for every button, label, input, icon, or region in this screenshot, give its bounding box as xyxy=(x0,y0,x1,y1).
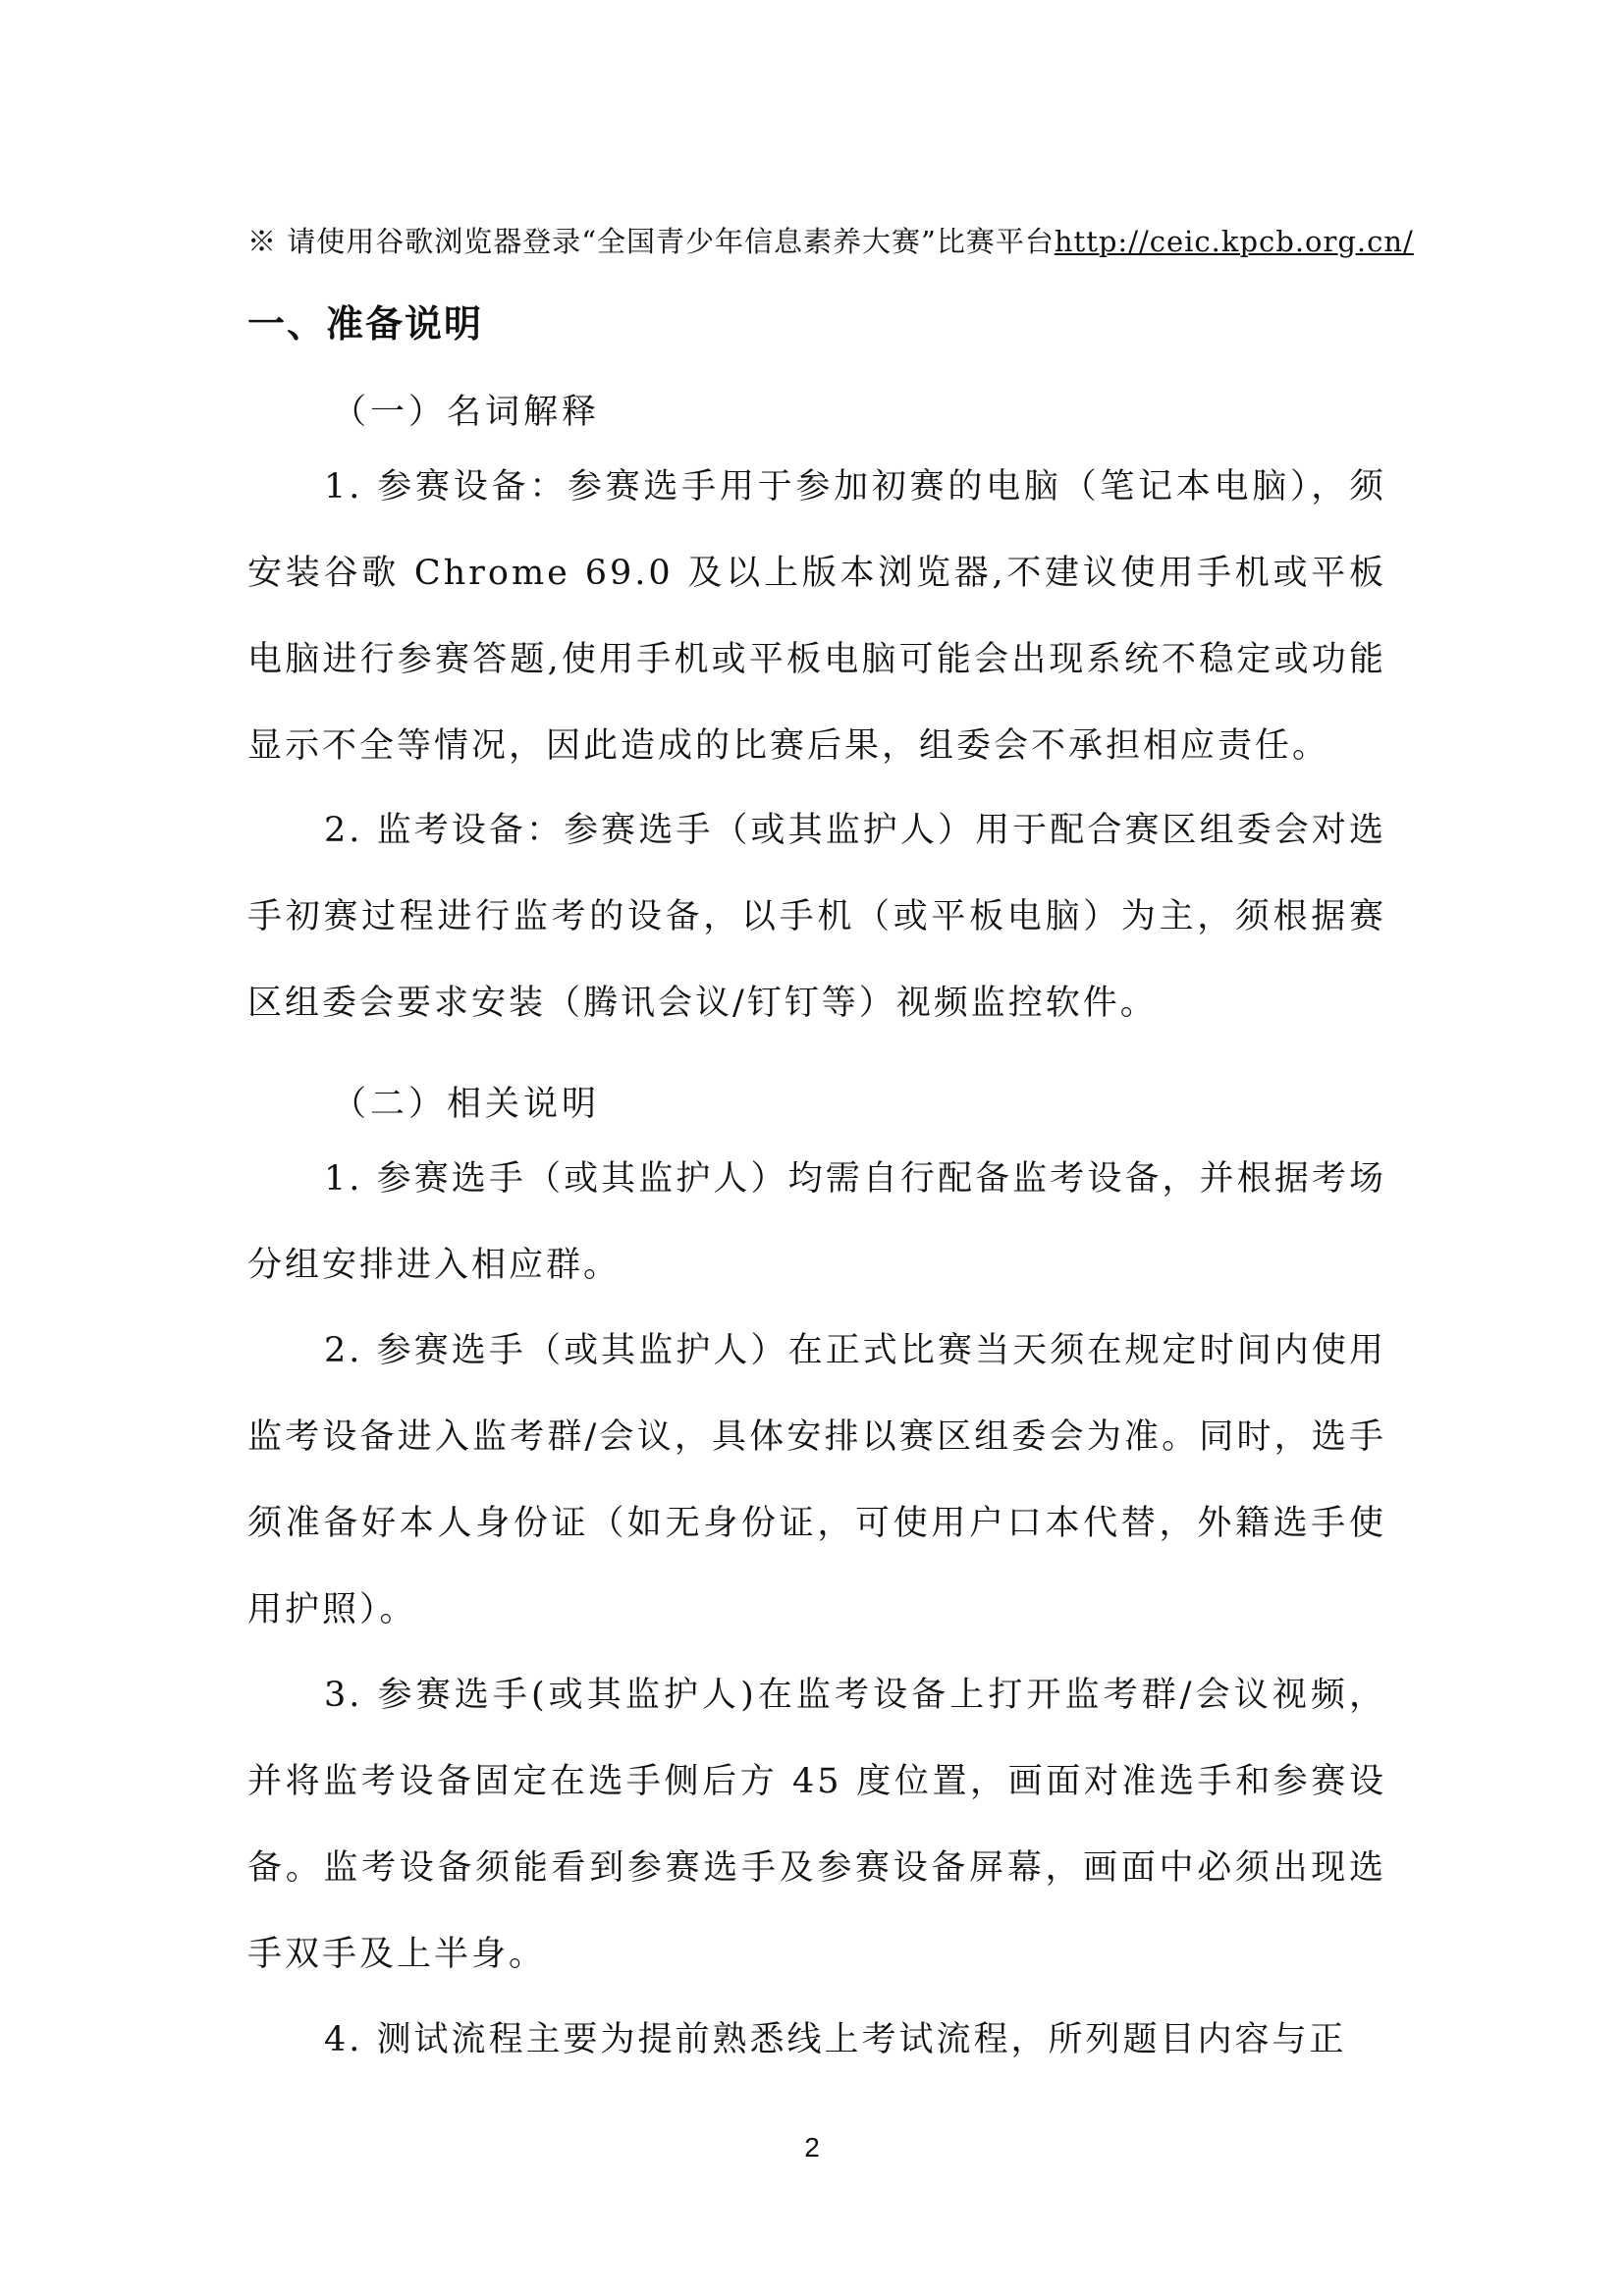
subsection-title-notes: （二）相关说明 xyxy=(332,1085,601,1124)
section-title-preparation: 一、准备说明 xyxy=(247,302,484,346)
platform-link[interactable]: http://ceic.kpcb.org.cn/ xyxy=(1054,225,1414,258)
paragraph-note-2: 2. 参赛选手（或其监护人）在正式比赛当天须在规定时间内使用监考设备进入监考群/会议，具体安排以赛区组委会为准。同时，选手须准备好本人身份证（如无身份证，可使用户口本代替，外籍选手使用护照）。 xyxy=(247,1331,1386,1629)
paragraph-competition-device: 1. 参赛设备：参赛选手用于参加初赛的电脑（笔记本电脑），须安装谷歌 Chrome 69.0 及以上版本浏览器,不建议使用手机或平板电脑进行参赛答题,使用手机或平板电脑可能会出现系统不稳定或功能显示不全等情况，因此造成的比赛后果，组委会不承担相应责任。 xyxy=(247,467,1386,766)
paragraph-note-3: 3. 参赛选手(或其监护人)在监考设备上打开监考群/会议视频，并将监考设备固定在选手侧后方 45 度位置，画面对准选手和参赛设备。监考设备须能看到参赛选手及参赛设备屏幕，画面中必须出现选手双手及上半身。 xyxy=(247,1676,1386,1974)
paragraph-proctoring-device: 2. 监考设备：参赛选手（或其监护人）用于配合赛区组委会对选手初赛过程进行监考的设备，以手机（或平板电脑）为主，须根据赛区组委会要求安装（腾讯会议/钉钉等）视频监控软件。 xyxy=(247,811,1386,1023)
notice-text: ※ 请使用谷歌浏览器登录“全国青少年信息素养大赛”比赛平台 xyxy=(247,225,1055,258)
browser-notice xyxy=(247,218,1414,265)
paragraph-note-1: 1. 参赛选手（或其监护人）均需自行配备监考设备，并根据考场分组安排进入相应群。 xyxy=(247,1159,1386,1285)
page-number: 2 xyxy=(804,2132,820,2163)
paragraph-note-4: 4. 测试流程主要为提前熟悉线上考试流程，所列题目内容与正 xyxy=(324,2020,1347,2059)
subsection-title-terms: （一）名词解释 xyxy=(332,393,601,432)
